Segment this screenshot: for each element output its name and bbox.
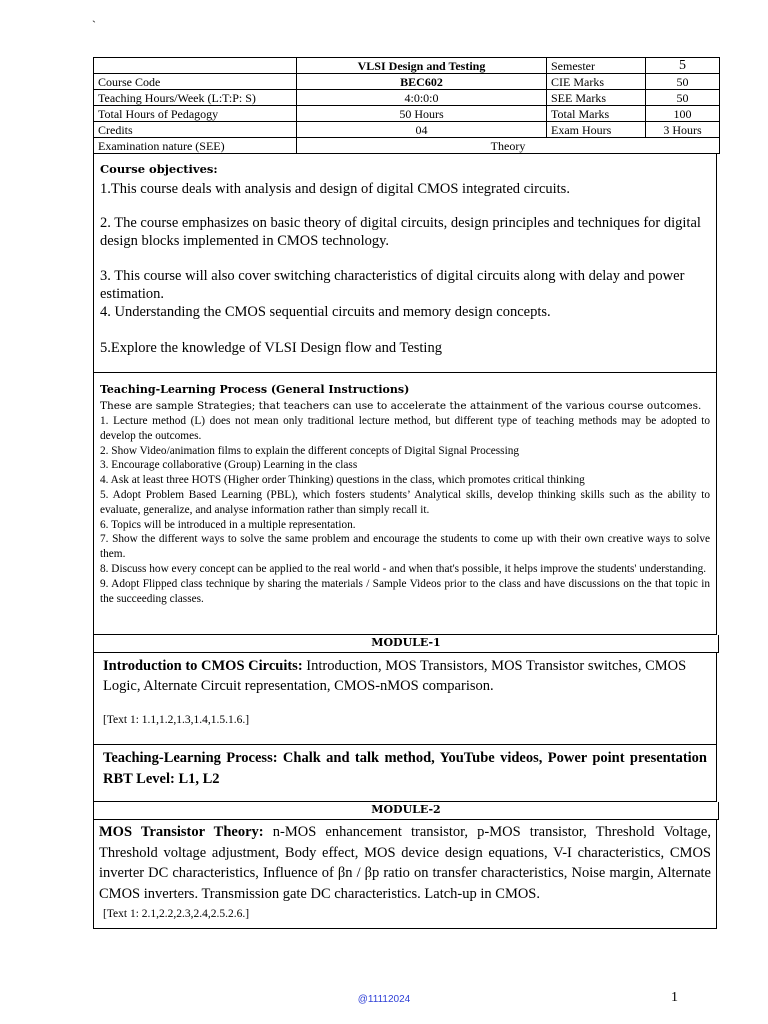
tlp-heading: Teaching-Learning Process (General Instructions) [100,383,410,396]
page-number: 1 [671,990,678,1005]
module-2-title: MOS Transistor Theory: [99,824,264,840]
row-right-value: 50 [646,74,720,90]
exam-nature-value: Theory [297,138,720,154]
module-2-heading: MODULE-2 [93,802,719,820]
objective-item: 4. Understanding the CMOS sequential circuits and memory design concepts. [100,304,551,320]
tlp-item: 6. Topics will be introduced in a multiple representation. [100,518,356,531]
tlp-item: 7. Show the different ways to solve the same problem and encourage the students to come up with their own creative ways to solve them. [100,533,710,561]
teaching-learning-process [93,373,717,635]
semester-label: Semester [547,58,646,74]
objectives-heading: Course objectives: [100,162,218,176]
module-1-title: Introduction to CMOS Circuits: [103,658,303,674]
row-label: Course Code [94,74,297,90]
table-row [94,122,720,138]
course-objectives [93,154,717,373]
module-1-reference: [Text 1: 1.1,1.2,1.3,1.4,1.5.1.6.] [103,714,250,726]
row-right-value: 50 [646,90,720,106]
course-title: VLSI Design and Testing [297,58,547,74]
page-mark: ` [92,18,96,32]
tlp-item: 3. Encourage collaborative (Group) Learning in the class [100,459,358,472]
objective-item: 3. This course will also cover switching characteristics of digital circuits along with delay and power estimation. [100,268,685,302]
objective-item: 1.This course deals with analysis and design of digital CMOS integrated circuits. [100,181,570,197]
tlp-item: 8. Discuss how every concept can be applied to the real world - and when that's possible, it helps improve the students' understanding. [100,562,707,575]
course-code-value: BEC602 [297,74,547,90]
empty-cell [94,58,297,74]
row-right-label: Total Marks [547,106,646,122]
table-row [94,138,720,154]
row-label: Credits [94,122,297,138]
row-right-value: 3 Hours [646,122,720,138]
module-1-teaching-process: Teaching-Learning Process: Chalk and talk method, YouTube videos, Power point presentation RBT Level: L1, L2 [93,745,717,802]
table-row [94,90,720,106]
tlp-item: 5. Adopt Problem Based Learning (PBL), which fosters students’ Analytical skills, develop thinking skills such as the ability to evaluate, generalize, and analyse information rather than simply recall it. [100,488,710,516]
objective-item: 5.Explore the knowledge of VLSI Design flow and Testing [100,340,442,356]
semester-value: 5 [646,58,720,74]
module-1-content [93,653,717,745]
tlp-item: 9. Adopt Flipped class technique by sharing the materials / Sample Videos prior to the class and have discussions on the that topic in the succeeding classes. [100,577,710,605]
table-row [94,74,720,90]
row-label: Total Hours of Pedagogy [94,106,297,122]
course-info-table [93,57,720,154]
row-value: 4:0:0:0 [297,90,547,106]
tlp-item: 4. Ask at least three HOTS (Higher order Thinking) questions in the class, which promotes critical thinking [100,474,585,487]
tlp-item: 2. Show Video/animation films to explain the different concepts of Digital Signal Processing [100,444,520,457]
footer-code: @11112024 [357,994,411,1005]
row-right-label: SEE Marks [547,90,646,106]
tlp-subheading: These are sample Strategies; that teachers can use to accelerate the attainment of the various course outcomes. [100,400,702,412]
syllabus-page [93,57,719,929]
module-2-content [93,820,717,929]
module-1-text: Introduction, MOS Transistors, MOS Transistor switches, CMOS Logic, Alternate Circuit representation, CMOS-nMOS comparison. [103,658,687,694]
module-1-heading: MODULE-1 [93,635,719,653]
module-2-reference: [Text 1: 2.1,2.2,2.3,2.4,2.5.2.6.] [103,908,250,920]
exam-nature-label: Examination nature (SEE) [94,138,297,154]
row-right-value: 100 [646,106,720,122]
row-right-label: CIE Marks [547,74,646,90]
row-label: Teaching Hours/Week (L:T:P: S) [94,90,297,106]
row-right-label: Exam Hours [547,122,646,138]
row-value: 04 [297,122,547,138]
tlp-item: 1. Lecture method (L) does not mean only traditional lecture method, but different type of teaching methods may be adopted to develop the outcomes. [100,415,710,442]
module-2-text: n-MOS enhancement transistor, p-MOS transistor, Threshold Voltage, Threshold voltage adjustment, Body effect, MOS device design equations, V-I characteristics, CMOS inverter DC characteristics, Influence of βn / βp ratio on transfer characteristics, Noise margin, Alternate CMOS inverters. Transmission gate DC characteristics. Latch-up in CMOS. [99,824,711,902]
table-row [94,58,720,74]
table-row [94,106,720,122]
objective-item: 2. The course emphasizes on basic theory of digital circuits, design principles and techniques for digital design blocks implemented in CMOS technology. [100,215,701,249]
row-value: 50 Hours [297,106,547,122]
